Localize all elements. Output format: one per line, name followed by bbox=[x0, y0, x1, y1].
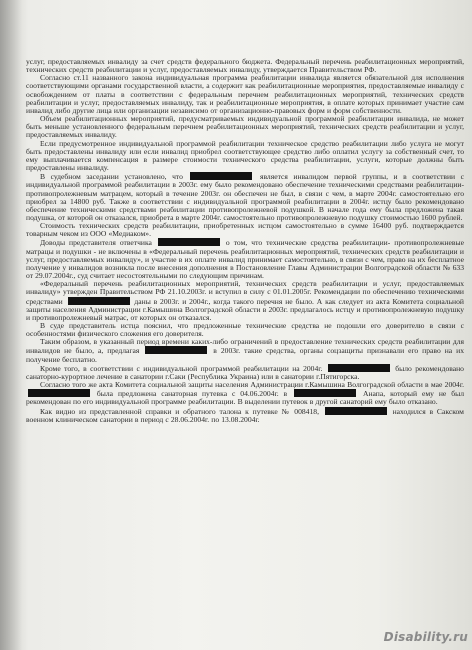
paragraph-text: Согласно того же акта Комитета социальной защиты населения Администрации г.Камышина Волгоградской области в мае 2004г. bbox=[40, 380, 464, 390]
paragraph-text: была предложена санаторная путевка с 04.06.2004г. в bbox=[92, 389, 293, 399]
paragraph-text: было рекомендовано санаторно-курортное лечение в санатории г.Саки (Республика Украина) или в санатории г.Пятигорска. bbox=[26, 363, 464, 381]
paragraph-text: Таким образом, в указанный период времени каких-либо ограничений в предоставление технических средств реабилитации для инвалидов не было, а, предлагая bbox=[26, 337, 464, 356]
redaction-block bbox=[294, 389, 356, 397]
paragraph-text: Объем реабилитационных мероприятий, предусматриваемых индивидуальной программой реабилитации инвалида, не может быть меньше установленного федеральным перечнем реабилитационных мероприятий, технических средств реабилитации и услуг, предоставляемых инвалиду. bbox=[26, 114, 464, 140]
paragraph-text: Стоимость технических средств реабилитации, приобретенных истцом самостоятельно в сумме 16400 руб. подтверждается товарным чеком из ООО «Медиаком». bbox=[26, 221, 464, 239]
paragraph-text: о том, что технические средства реабилитации- противопролежневые матрацы и подушки - не включены в «Федеральный перечень реабилитационных мероприятий, технических средств реабилитации и услуг, предоставляемых инвалиду», и участие в их оплате инвалид принимает самостоятельно, в связи с чем, право на их бесплатное получение у инвалидов возникла после внесения дополнения в Постановление Главы Администрации Волгоградской области № 633 от 29.07.2004г., суд считает несостоятельными по следующим причинам. bbox=[26, 238, 464, 281]
document-body bbox=[26, 58, 464, 424]
document-paragraph bbox=[26, 238, 464, 280]
document-paragraph bbox=[26, 407, 464, 424]
paragraph-text: услуг, предоставляемых инвалиду за счет средств федерального бюджета. Федеральный перечень реабилитационных мероприятий, технических средств реабилитации и услуг, предоставляемых инвалиду, утверждается Правительством РФ. bbox=[26, 57, 464, 75]
redaction-block bbox=[28, 389, 90, 397]
paragraph-text: В суде представитель истца пояснил, что предложенные технические средства не подошли его доверителю в связи с особенностями физического сложения его доверителя. bbox=[26, 321, 464, 339]
document-paragraph bbox=[26, 364, 464, 381]
bleed-through-text bbox=[130, 6, 430, 18]
document-paragraph bbox=[26, 140, 464, 173]
document-paragraph bbox=[26, 58, 464, 74]
paragraph-text: даны в 2003г. и 2004г., когда такого перечня не было. А как следует из акта Комитета социальной защиты населения Администрации г.Камышина Волгоградской области в 2003г. предлагалось истцу и противопролежневую подушку и противопролежневый матрас, от которых он отказался. bbox=[26, 296, 464, 322]
document-paragraph bbox=[26, 222, 464, 238]
redaction-block bbox=[68, 297, 130, 305]
document-paragraph bbox=[26, 338, 464, 363]
page-fold-shadow bbox=[0, 0, 22, 650]
redaction-block bbox=[325, 407, 387, 415]
paragraph-text: Согласно ст.11 названного закона индивидуальная программа реабилитации инвалида является обязательной для исполнения соответствующими органами государственной власти, а содержит как реабилитационные мероприятия, предоставляемые инвалиду с освобождением от платы в соответствии с федеральным перечнем реабилитационных мероприятий, технических средств реабилитации и услуг, предоставляемых инвалиду, так и реабилитационные мероприятия, в оплате которых принимает участие сам инвалид либо другие лица или организации независимо от организационно-правовых форм и форм собственности. bbox=[26, 73, 464, 115]
paragraph-text: Кроме того, в соответствии с индивидуальной программой реабилитации на 2004г. bbox=[40, 363, 326, 373]
paragraph-text: находился в Сакском военном клиническом санатории в период с 28.06.2004г. по 13.08.2004г. bbox=[26, 406, 464, 424]
document-paragraph bbox=[26, 280, 464, 322]
document-paragraph bbox=[26, 381, 464, 406]
document-paragraph bbox=[26, 115, 464, 139]
paragraph-text: в 2003г. такие средства, органы соцзащиты признавали его право на их получение бесплатно. bbox=[26, 346, 464, 364]
redaction-block bbox=[190, 172, 252, 180]
paragraph-text: Как видно из представленной справки и обратного талона к путевке № 008418, bbox=[40, 406, 323, 416]
redaction-block bbox=[158, 238, 220, 246]
document-paragraph bbox=[26, 172, 464, 222]
paragraph-text: В судебном заседании установлено, что bbox=[40, 172, 189, 182]
document-paragraph bbox=[26, 322, 464, 338]
watermark: Disability.ru bbox=[383, 630, 468, 644]
redaction-block bbox=[145, 346, 207, 354]
redaction-block bbox=[328, 364, 390, 372]
paragraph-text: является инвалидом первой группы, и в соответствии с индивидуальной программой реабилитации в 2003г. ему было рекомендовано обеспечение техническими средствами реабилитации- противопролежневым матрацем, который в течение 2003г. он обеспечен не был, в связи с чем, в марте 2004г. самостоятельно его приобрел за 14800 руб. Также в соответствии с индивидуальной программой реабилитации в 2004г. истцу было рекомендовано обеспечение техническими средствами реабилитации противопролежневой подушкой. В начале года ему была предложена такая подушка, от которой он отказался, приобрета в марте 2004г. самостоятельно противопролежневую подушку стоимостью 1600 рублей. bbox=[26, 172, 464, 222]
paragraph-text: «Федеральный перечень реабилитационных мероприятий, технических средств реабилитации и услуг, предоставляемых инвалиду» утвержден Правительством РФ 21.10.2003г. и вступил в силу с 01.01.2005г. Рекомендации по обеспечению техническими средствами bbox=[26, 279, 464, 306]
paragraph-text: Если предусмотренное индивидуальной программой реабилитации техническое средство реабилитации либо услуга не могут быть предоставлены инвалиду или если инвалид приобрел соответствующее средство либо оплатил услугу за собственный счет, то ему выплачивается компенсация в размере стоимости технического средства реабилитации, услуги, которые должны быть предоставлены инвалиду. bbox=[26, 138, 464, 173]
paragraph-text: Анапа, который ему не был рекомендован по его индивидуальной программе реабилитации. В выделении путевок в другой санаторий ему было отказано. bbox=[26, 389, 464, 407]
document-paragraph bbox=[26, 74, 464, 115]
paragraph-text: Доводы представителя ответчика bbox=[40, 238, 156, 248]
